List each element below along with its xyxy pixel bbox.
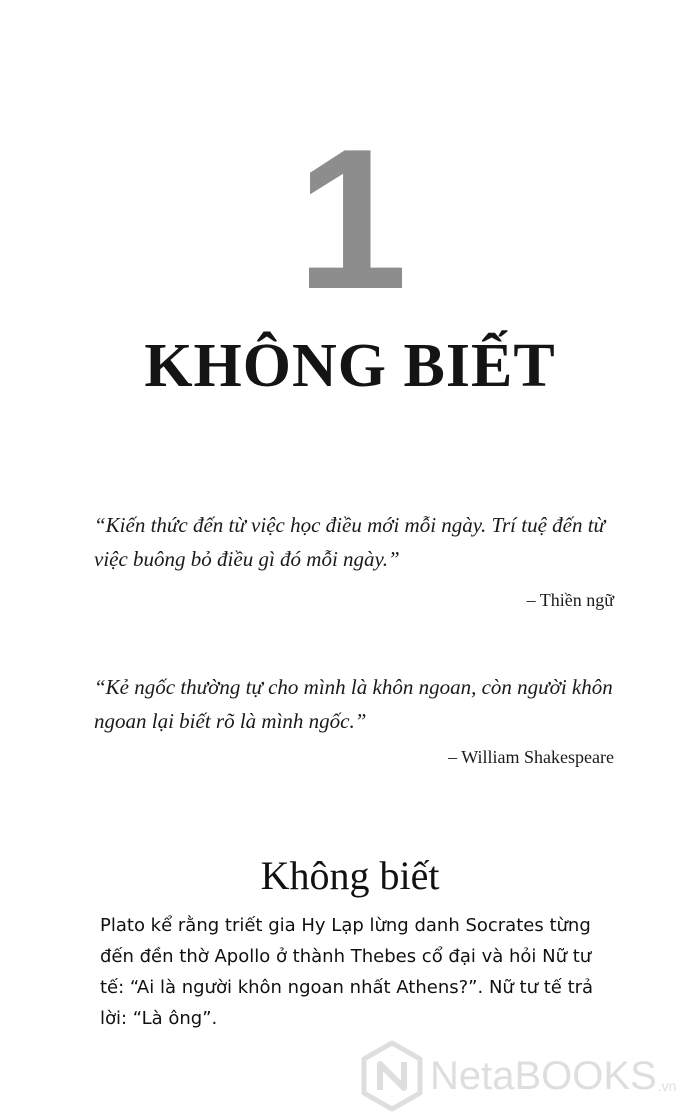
epigraph-attribution-2: – William Shakespeare: [448, 747, 614, 767]
epigraph-quote-2: “Kẻ ngốc thường tự cho mình là khôn ngoan, còn người khôn ngoan lại biết rõ là mình ngốc.”: [94, 675, 613, 733]
watermark-brand: NetaBOOKS: [430, 1053, 657, 1098]
chapter-title: KHÔNG BIẾT: [144, 332, 556, 400]
watermark-suffix: .vn: [657, 1078, 677, 1094]
epigraph-attribution-1: – Thiền ngữ: [526, 590, 614, 610]
watermark: [360, 1040, 695, 1112]
chapter-number: 1: [296, 108, 404, 331]
section-body-paragraph: Plato kể rằng triết gia Hy Lạp lừng danh Socrates từng đến đền thờ Apollo ở thành Thebes cổ đại và hỏi Nữ tư tế: “Ai là người khôn ngoan nhất Athens?”. Nữ tư tế trả lời: “Là ông”.: [100, 915, 594, 1029]
epigraph-quote-1: “Kiến thức đến từ việc học điều mới mỗi ngày. Trí tuệ đến từ việc buông bỏ điều gì đó mỗi ngày.”: [94, 513, 605, 571]
netabooks-logo-icon: [360, 1040, 424, 1112]
section-title: Không biết: [260, 853, 440, 898]
